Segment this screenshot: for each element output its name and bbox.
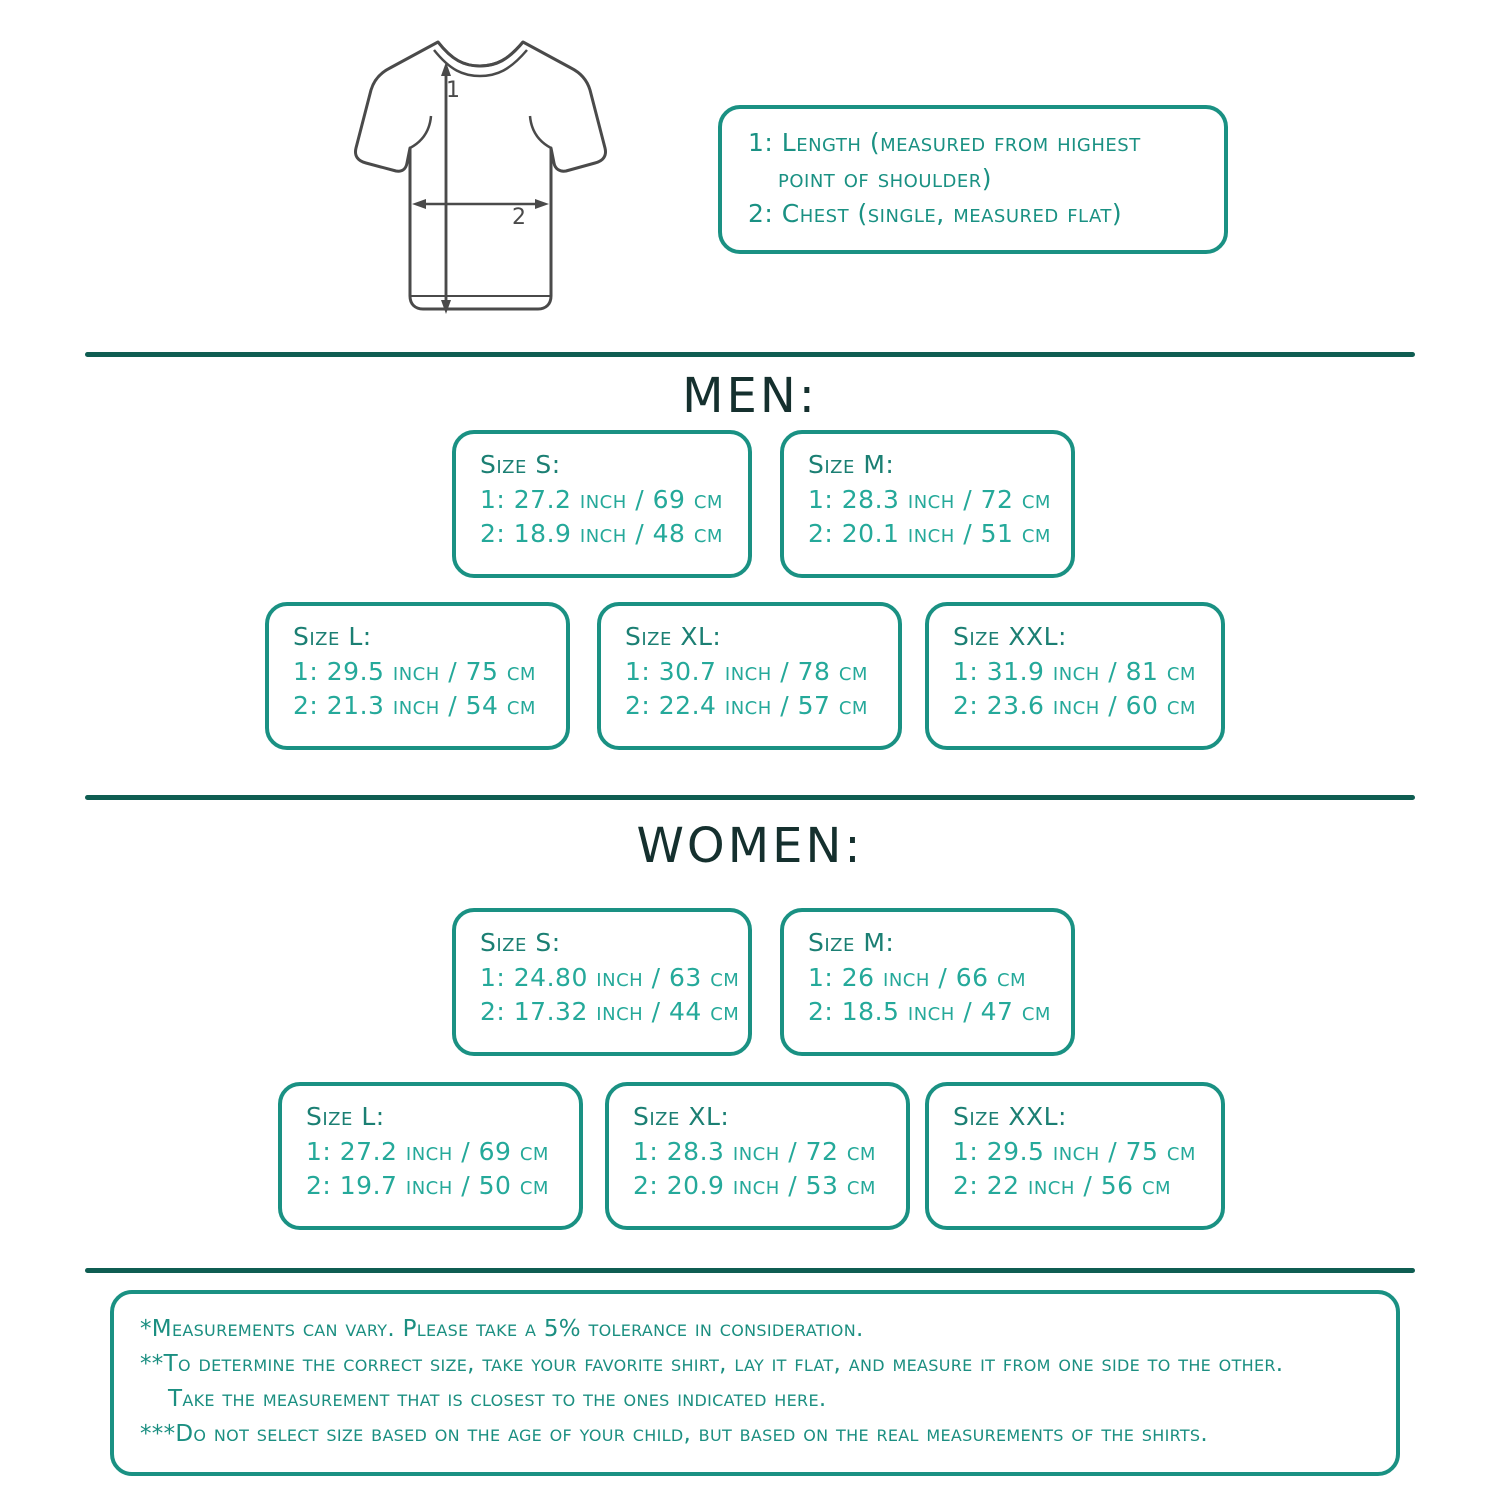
- size-label: Size XXL:: [953, 1102, 1067, 1131]
- size-length: 1: 24.80 inch / 63 cm: [480, 962, 740, 992]
- note-measure-cont: Take the measurement that is closest to the ones indicated here.: [168, 1385, 827, 1412]
- note-tolerance: *Measurements can vary. Please take a 5% tolerance in consideration.: [140, 1316, 864, 1342]
- size-chest: 2: 18.5 inch / 47 cm: [808, 997, 1051, 1026]
- divider-bottom: [85, 1268, 1415, 1273]
- note-age: ***Do not select size based on the age of your child, but based on the real measurements of the shirts.: [140, 1420, 1208, 1447]
- size-length: 1: 31.9 inch / 81 cm: [953, 656, 1196, 686]
- size-length: 1: 27.2 inch / 69 cm: [480, 484, 723, 514]
- note-measure: **To determine the correct size, take your favorite shirt, lay it flat, and measure it from one side to the other.: [140, 1350, 1284, 1377]
- divider-middle: [85, 795, 1415, 800]
- size-length: 1: 28.3 inch / 72 cm: [633, 1136, 876, 1166]
- size-card-men-xxl: [925, 602, 1225, 750]
- size-label: Size S:: [480, 928, 561, 957]
- size-length: 1: 29.5 inch / 75 cm: [953, 1136, 1196, 1166]
- size-length: 1: 30.7 inch / 78 cm: [625, 656, 868, 686]
- size-label: Size XL:: [625, 622, 722, 651]
- size-chest: 2: 18.9 inch / 48 cm: [480, 519, 723, 548]
- size-length: 1: 27.2 inch / 69 cm: [306, 1136, 549, 1166]
- size-label: Size S:: [480, 450, 561, 479]
- size-card-men-xl: [597, 602, 902, 750]
- size-card-women-xxl: [925, 1082, 1225, 1230]
- size-card-women-m: [780, 908, 1075, 1056]
- size-card-men-l: [265, 602, 570, 750]
- size-label: Size L:: [293, 622, 372, 651]
- size-label: Size L:: [306, 1102, 385, 1131]
- size-card-women-xl: [605, 1082, 910, 1230]
- legend-box: [718, 105, 1228, 254]
- size-card-men-s: [452, 430, 752, 578]
- diagram-marker-chest: 2: [512, 205, 526, 230]
- size-length: 1: 28.3 inch / 72 cm: [808, 484, 1051, 514]
- notes-box: [110, 1290, 1400, 1476]
- size-label: Size XXL:: [953, 622, 1067, 651]
- size-label: Size XL:: [633, 1102, 730, 1131]
- tshirt-diagram: [330, 20, 630, 330]
- size-chest: 2: 20.9 inch / 53 cm: [633, 1171, 876, 1200]
- size-chest: 2: 20.1 inch / 51 cm: [808, 519, 1051, 548]
- size-chest: 2: 17.32 inch / 44 cm: [480, 997, 740, 1026]
- section-title-women: WOMEN:: [636, 818, 864, 874]
- legend-line-1: 1: Length (measured from highest: [748, 128, 1141, 157]
- size-card-women-s: [452, 908, 752, 1056]
- diagram-marker-length: 1: [446, 78, 460, 103]
- legend-line-3: 2: Chest (single, measured flat): [748, 199, 1123, 228]
- legend-line-2: point of shoulder): [778, 163, 993, 193]
- size-label: Size M:: [808, 450, 895, 479]
- size-label: Size M:: [808, 928, 895, 957]
- size-card-women-l: [278, 1082, 583, 1230]
- legend-area: [0, 0, 1500, 350]
- divider-top: [85, 352, 1415, 357]
- section-title-men: MEN:: [682, 368, 818, 424]
- size-chest: 2: 22.4 inch / 57 cm: [625, 691, 868, 720]
- size-chest: 2: 19.7 inch / 50 cm: [306, 1171, 549, 1200]
- size-chest: 2: 23.6 inch / 60 cm: [953, 691, 1196, 720]
- size-chest: 2: 22 inch / 56 cm: [953, 1171, 1172, 1200]
- size-length: 1: 29.5 inch / 75 cm: [293, 656, 536, 686]
- size-chest: 2: 21.3 inch / 54 cm: [293, 691, 536, 720]
- size-card-men-m: [780, 430, 1075, 578]
- size-length: 1: 26 inch / 66 cm: [808, 962, 1027, 992]
